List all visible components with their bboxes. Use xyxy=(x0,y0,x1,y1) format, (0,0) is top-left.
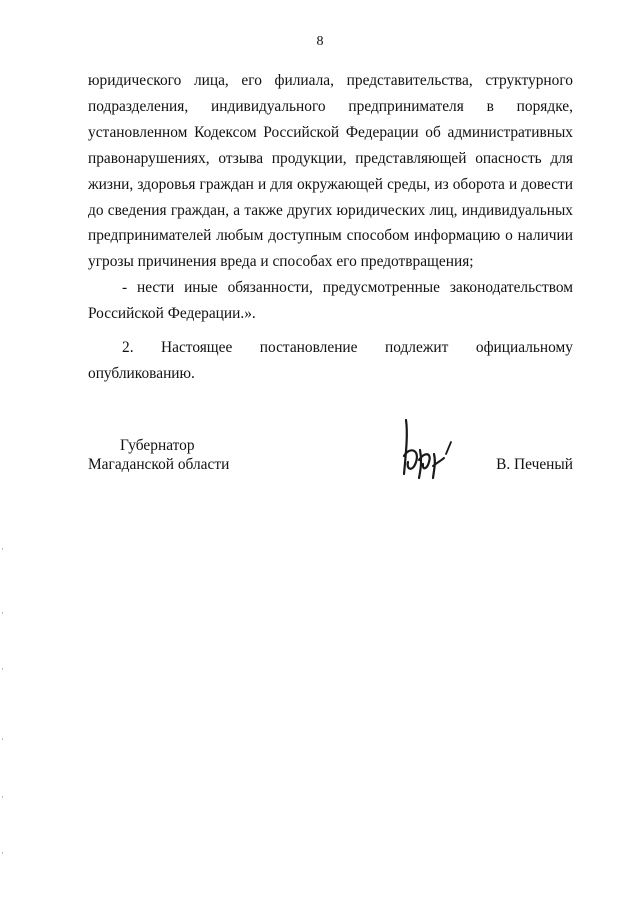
paragraph-publication xyxy=(88,335,573,387)
text-line: предпринимателей любым доступным способом информацию о наличии xyxy=(88,227,573,245)
text-line: правонарушениях, отзыва продукции, представляющей опасность для xyxy=(88,149,573,167)
signatory-name: В. Печеный xyxy=(496,456,573,473)
text-line: юридического лица, его филиала, представительства, структурного xyxy=(88,72,573,89)
signatory-title: Губернатор xyxy=(120,437,195,454)
scan-artifact xyxy=(2,668,3,670)
text-line: подразделения, индивидуального предпринимателя в порядке, xyxy=(88,97,573,115)
text-line: жизни, здоровья граждан и для окружающей среды, из оборота и довести xyxy=(88,175,573,193)
page-number: 8 xyxy=(316,34,324,49)
text-line: установленном Кодексом Российской Федерации об административных xyxy=(88,123,573,141)
scan-artifact xyxy=(2,796,3,798)
scan-artifact xyxy=(2,548,3,550)
paragraph-continuation xyxy=(88,68,573,275)
text-line: до сведения граждан, а также других юридических лиц, индивидуальных xyxy=(88,201,573,219)
text-line: Российской Федерации.». xyxy=(88,305,256,323)
handwritten-signature xyxy=(396,412,466,484)
text-line: - нести иные обязанности, предусмотренные законодательством xyxy=(122,279,573,297)
text-line: 2. Настоящее постановление подлежит официальному xyxy=(122,339,573,357)
text-line: опубликованию. xyxy=(88,364,195,382)
signature-block xyxy=(88,436,573,496)
scan-artifact xyxy=(2,852,3,854)
scan-artifact xyxy=(2,738,3,740)
paragraph-obligations xyxy=(88,275,573,327)
signatory-region: Магаданской области xyxy=(88,456,230,473)
text-line: угрозы причинения вреда и способах его предотвращения; xyxy=(88,253,474,271)
document-body xyxy=(88,68,573,387)
scan-artifact xyxy=(2,612,3,614)
